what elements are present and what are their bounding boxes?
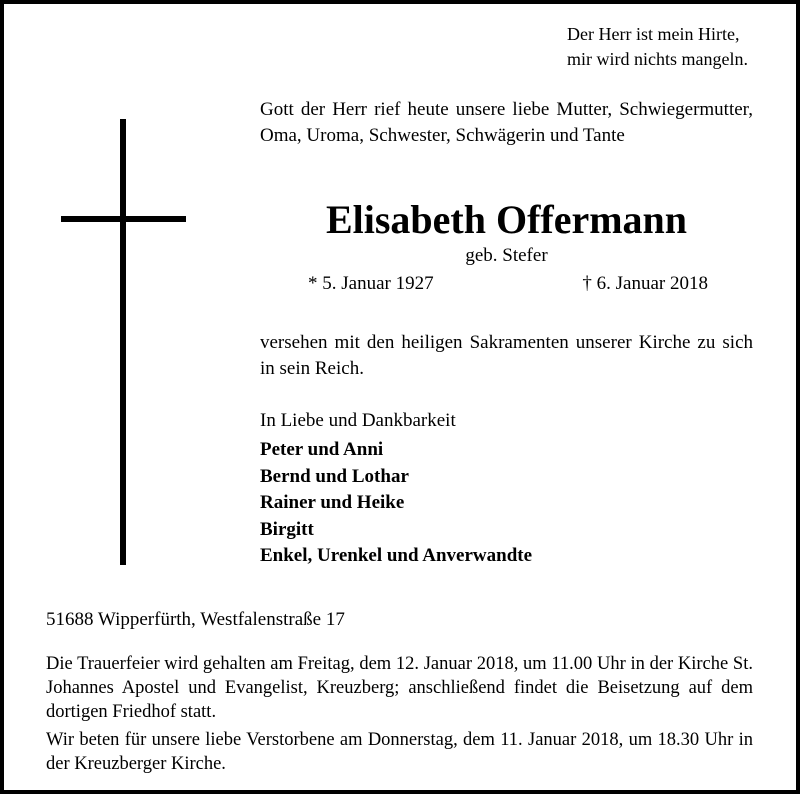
maiden-name: geb. Stefer (465, 245, 548, 266)
mourner-entry: Birgitt (260, 518, 314, 540)
announcement-intro: Gott der Herr rief heute unsere liebe Mutter, Schwiegermutter, Oma, Uroma, Schwester, Schwägerin und Tante (260, 99, 753, 146)
mourners-intro: In Liebe und Dankbarkeit (260, 410, 456, 431)
family-address: 51688 Wipperfürth, Westfalenstraße 17 (46, 609, 345, 630)
mourner-entry: Rainer und Heike (260, 492, 405, 513)
verse-line-1: Der Herr ist mein Hirte, (567, 24, 740, 44)
cross-icon (120, 119, 126, 565)
mourner-entry: Enkel, Urenkel und Anverwandte (260, 545, 533, 566)
deceased-name: Elisabeth Offermann (325, 197, 688, 242)
cross-icon-bar (61, 216, 186, 222)
birth-date: * 5. Januar 1927 (308, 273, 434, 294)
sacraments-text: versehen mit den heiligen Sakramenten unserer Kirche zu sich in sein Reich. (260, 332, 753, 379)
bible-verse (567, 22, 748, 72)
mass-details: Wir beten für unsere liebe Verstorbene am Donnerstag, dem 11. Januar 2018, um 18.30 Uhr in der Kreuzberger Kirche. (46, 730, 753, 774)
death-date: † 6. Januar 2018 (582, 273, 708, 294)
verse-line-2: mir wird nichts mangeln. (567, 49, 748, 69)
mourner-entry: Bernd und Lothar (260, 465, 409, 487)
mourner-entry: Peter und Anni (260, 439, 384, 460)
funeral-details: Die Trauerfeier wird gehalten am Freitag, dem 12. Januar 2018, um 11.00 Uhr in der Kirche St. Johannes Apostel und Evangelist, Kreuzberg; anschließend findet die Beisetzung auf dem dortigen Friedhof statt. (46, 654, 753, 722)
mourners-list (260, 437, 532, 570)
